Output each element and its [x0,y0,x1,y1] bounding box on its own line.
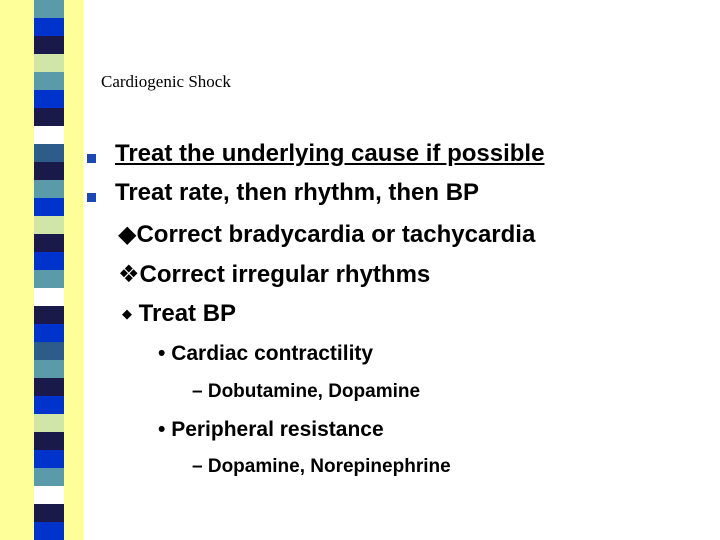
stripe-block [34,396,64,414]
stripe-block [34,486,64,504]
stripe-block [34,90,64,108]
stripe-block [34,162,64,180]
stripe-block [34,270,64,288]
sub-item-3: ◆ Treat BP [122,300,237,327]
stripe-block [34,72,64,90]
stripe-block [34,522,64,540]
dot-bullet-icon: • [158,418,166,441]
bullet-1: Treat the underlying cause if possible [115,140,545,167]
stripe-block [34,414,64,432]
square-bullet-icon [87,193,96,202]
slide-title: Cardiogenic Shock [101,72,231,91]
stripe-block [34,252,64,270]
stripe-block [34,180,64,198]
dash-bullet-icon: – [192,381,203,402]
level4-item-2: – Dopamine, Norepinephrine [192,456,451,477]
stripe-block [34,288,64,306]
ornament-bullet-icon: ❖ [118,260,140,288]
stripe-block [34,36,64,54]
stripe-block [34,450,64,468]
level4-item-1: – Dobutamine, Dopamine [192,381,421,402]
stripe-block [34,378,64,396]
stripe-block [34,144,64,162]
bullet-2: Treat rate, then rhythm, then BP [115,179,480,206]
level3-item-2: • Peripheral resistance [158,418,384,441]
diamond-bullet-icon: ◆ [118,220,137,248]
stripe-block [34,306,64,324]
level3-item-1: • Cardiac contractility [158,342,374,365]
stripe-block [34,360,64,378]
square-bullet-icon [87,154,96,163]
stripe-block [34,432,64,450]
stripe-block [34,234,64,252]
stripe-block [34,54,64,72]
stripe-block [34,18,64,36]
stripe-block [34,216,64,234]
decorative-stripe [34,0,64,540]
sub-item-2: ❖Correct irregular rhythms [118,260,431,288]
dash-bullet-icon: – [192,456,203,477]
stripe-block [34,342,64,360]
stripe-block [34,0,64,18]
dot-bullet-icon: • [158,342,166,365]
diamond-bullet-icon: ◆ [122,307,132,322]
stripe-block [34,126,64,144]
sub-item-1: ◆Correct bradycardia or tachycardia [118,220,536,248]
stripe-block [34,108,64,126]
stripe-block [34,504,64,522]
stripe-block [34,198,64,216]
stripe-block [34,468,64,486]
stripe-block [34,324,64,342]
